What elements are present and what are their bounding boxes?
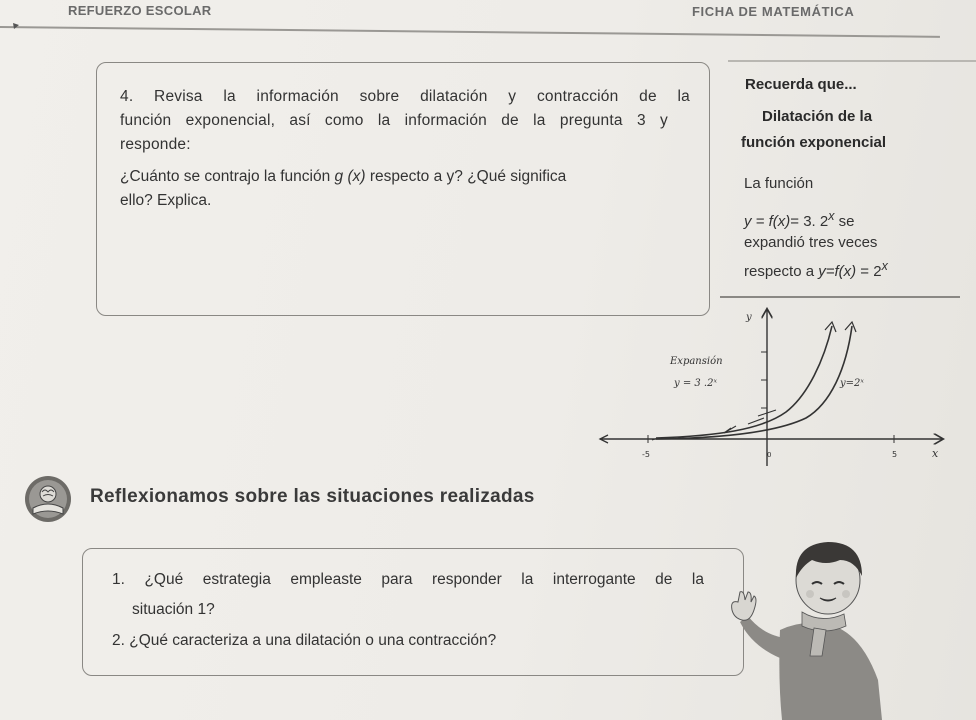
curve2-label: y=2ˣ <box>840 378 864 389</box>
line3-exponent: x <box>881 259 888 273</box>
expansion-label: Expansión <box>670 356 723 367</box>
tick-label-neg5: -5 <box>642 450 650 459</box>
reflexion-title: Reflexionamos sobre las situaciones realizadas <box>90 486 535 507</box>
reflexion-item-1-line-2: situación 1? <box>132 601 215 618</box>
eq1-exponent: x <box>828 209 835 223</box>
question-line-3: responde: <box>120 136 191 153</box>
header-divider <box>0 26 940 38</box>
question-text <box>120 85 690 157</box>
child-waving-illustration <box>722 530 892 720</box>
exponential-graph <box>596 300 946 468</box>
recuerda-top-line <box>728 60 976 62</box>
recuerda-bottom-line <box>720 296 960 298</box>
recuerda-subtitle-1: Dilatación de la <box>762 108 873 125</box>
corner-mark-icon <box>12 22 20 30</box>
line3-eq: y=f(x) <box>818 263 857 280</box>
y-axis-label: y <box>746 312 752 323</box>
question-line-1: 4. Revisa la información sobre dilatación y contracción de la <box>120 88 690 105</box>
curve1-label: y = 3 .2ˣ <box>674 378 718 389</box>
reflexion-item-1-line-1: 1. ¿Qué estrategia empleaste para responder la interrogante de la <box>112 571 704 588</box>
eq1-fn: f(x) <box>768 213 791 230</box>
header-left-title: REFUERZO ESCOLAR <box>68 3 212 18</box>
recuerda-line-2: expandió tres veces <box>744 234 878 251</box>
line3-rest: = 2 <box>856 263 882 280</box>
reflection-brain-icon <box>23 474 73 524</box>
eq1-rest: = 3. 2 <box>790 213 829 230</box>
eq1-suffix: se <box>834 213 855 230</box>
reflexion-item-2: 2. ¿Qué caracteriza a una dilatación o una contracción? <box>112 632 497 649</box>
tick-label-5: 5 <box>892 450 898 459</box>
question-prompt <box>120 165 690 213</box>
tick-label-0: 0 <box>767 451 772 459</box>
question-line-2: función exponencial, así como la información de la pregunta 3 y <box>120 112 668 129</box>
recuerda-function-label: La función <box>744 175 814 192</box>
eq1-prefix: y = <box>744 213 769 230</box>
line3-prefix: respecto a <box>744 263 819 280</box>
recuerda-line-3 <box>744 259 888 280</box>
x-axis-label: x <box>932 447 939 460</box>
question-function-g: g (x) <box>334 168 366 185</box>
recuerda-equation-1 <box>744 209 855 230</box>
recuerda-subtitle-2: función exponencial <box>741 134 887 151</box>
recuerda-title: Recuerda que... <box>745 76 857 93</box>
question-prompt-line2: ello? Explica. <box>120 192 212 209</box>
question-prompt-part1: ¿Cuánto se contrajo la función <box>120 168 335 185</box>
header-right-title: FICHA DE MATEMÁTICA <box>692 4 855 19</box>
question-prompt-part2: respecto a y? ¿Qué significa <box>365 168 567 185</box>
